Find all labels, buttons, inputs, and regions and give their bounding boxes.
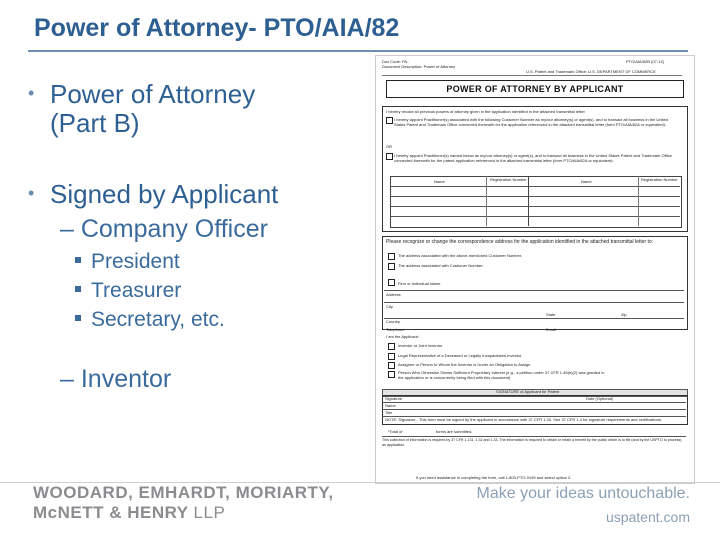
- form-note-text: NOTE: Signature - This form must be signed by the applicant in accordance with 37 CFR 1.33. See 37 CFR 1.4 for signature requirements and certifications.: [385, 417, 662, 422]
- bullet-dot-icon: •: [28, 83, 35, 103]
- sub-bullet-inventor: – Inventor: [60, 365, 172, 393]
- form-doc-desc: Document Description: Power of Attorney: [382, 64, 456, 69]
- firm-logo-line2: McNETT & HENRY LLP: [33, 503, 226, 522]
- form-doc-code: Doc Code: PA..: [382, 59, 410, 64]
- form-opt-other: Person Who Otherwise Shows Sufficient Proprietary Interest (e.g., a petition under 37 CFR 1.46(b)(2) was granted in the application or is concurrently being filed with this document): [398, 370, 605, 380]
- form-forms-label: forms are submitted.: [436, 429, 473, 434]
- title-divider: [28, 50, 688, 52]
- form-opt-inventor: Inventor or Joint Inventor: [398, 343, 443, 348]
- sub-sub-bullet-treasurer: Treasurer: [75, 279, 181, 303]
- form-sig-header-text: SIGNATURE of Applicant for Patent: [496, 389, 560, 394]
- bullet-text-line1: Power of Attorney: [50, 79, 256, 109]
- form-col-name-2: Name: [581, 179, 592, 184]
- form-col-reg: Registration Number: [490, 177, 527, 182]
- form-email-label: Email: [546, 327, 557, 332]
- form-city-label: City: [386, 304, 393, 309]
- form-checkbox: [386, 117, 393, 124]
- bullet-text: Signed by Applicant: [50, 179, 279, 209]
- form-addr-opt2: The address associated with Customer Number:: [398, 263, 484, 268]
- form-opt-assignee: Assignee or Person to Whom the Inventor is Under an Obligation to Assign: [398, 362, 531, 367]
- bullet-text-line2: (Part B): [50, 108, 140, 138]
- form-zip-label: Zip: [621, 312, 627, 317]
- form-or: OR: [386, 144, 392, 149]
- form-checkbox: [388, 353, 395, 360]
- square-bullet-icon: [75, 315, 81, 321]
- form-appoint-named-text: I hereby appoint Practitioner(s) named below as my/our attorney(s) or agent(s), and to transact all business in the United States Patent and Trademark Office connected therewith for the patent application referenced in the attached transmittal letter (form PTO/AIA/82A or equivalent):: [394, 153, 672, 163]
- form-title: POWER OF ATTORNEY BY APPLICANT: [386, 80, 684, 98]
- form-checkbox: [388, 263, 395, 270]
- form-firm-label: Firm or Individual Name: [398, 281, 441, 286]
- form-checkbox: [386, 153, 393, 160]
- form-checkbox: [388, 253, 395, 260]
- form-header-note: U.S. Patent and Trademark Office; U.S. DEPARTMENT OF COMMERCE: [526, 69, 656, 74]
- footer-website: uspatent.com: [605, 509, 690, 525]
- form-appoint-text: I hereby appoint Practitioner(s) associated with the following Customer Number as my/our attorney(s) or agent(s), and to transact all business in the United States Patent and Trademark Office connected therewith for the application referenced in the attached transmittal letter (form PTO/AIA/82A or equivalent):: [394, 117, 668, 127]
- form-checkbox: [388, 362, 395, 369]
- form-col-reg-2: Registration Number: [641, 177, 678, 182]
- form-date-label: Date (Optional): [586, 396, 614, 401]
- form-applicant-label: I am the Applicant:: [386, 334, 419, 339]
- bullet-dot-icon: •: [28, 183, 35, 203]
- form-id: PTO/AIA/82B (07-13): [626, 59, 664, 64]
- bullet-signed-by-applicant: [28, 179, 279, 209]
- form-telephone-label: Telephone: [386, 327, 405, 332]
- form-addr-opt1: The address associated with the above-mentioned Customer Number.: [398, 253, 523, 258]
- slide-title: Power of Attorney- PTO/AIA/82: [34, 14, 400, 42]
- square-bullet-icon: [75, 286, 81, 292]
- form-state-label: State: [546, 312, 556, 317]
- firm-logo-line1: WOODARD, EMHARDT, MORIARTY,: [33, 483, 334, 502]
- form-name-label: Name: [385, 403, 396, 408]
- form-country-label: Country: [386, 319, 401, 324]
- form-address-label: Address: [386, 292, 401, 297]
- form-signature-label: Signature: [385, 396, 403, 401]
- form-help-text: If you need assistance in completing the form, call 1-800-PTO-9199 and select option 2.: [416, 475, 572, 480]
- square-bullet-icon: [75, 257, 81, 263]
- form-opt-legal-rep: Legal Representative of a Deceased or Legally Incapacitated Inventor: [398, 353, 522, 358]
- form-title-label: Title: [385, 410, 393, 415]
- form-col-name: Name: [434, 179, 445, 184]
- form-revoke-text: I hereby revoke all previous powers of attorney given in the application identified in the attached transmittal letter.: [386, 109, 586, 114]
- form-checkbox: [388, 371, 395, 378]
- form-address-text: Please recognize or change the correspondence address for the application identified in the attached transmittal letter to:: [386, 239, 654, 245]
- sub-bullet-company-officer: – Company Officer: [60, 215, 268, 243]
- form-pto-aia-82b-image: [375, 55, 695, 484]
- footer-tagline: Make your ideas untouchable.: [476, 485, 690, 502]
- sub-sub-bullet-secretary: Secretary, etc.: [75, 308, 225, 332]
- form-burden-text: This collection of information is required by 37 CFR 1.131, 1.32 and 1.33. The information is required to obtain or retain a benefit by the public which is to file (and by the USPTO to process) an application.: [382, 438, 682, 447]
- form-total-label: *Total of: [388, 429, 403, 434]
- bullet-power-of-attorney: [28, 79, 256, 138]
- form-checkbox: [388, 279, 395, 286]
- sub-sub-bullet-president: President: [75, 250, 180, 274]
- form-checkbox: [388, 343, 395, 350]
